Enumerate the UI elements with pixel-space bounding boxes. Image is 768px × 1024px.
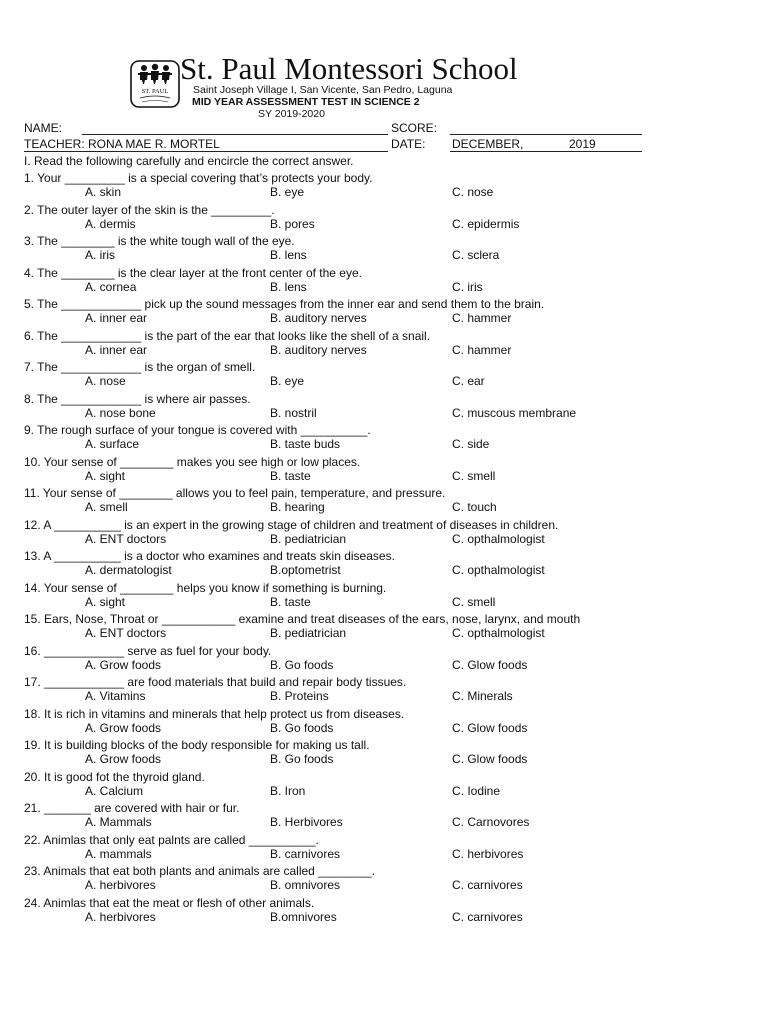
- option-a[interactable]: A. inner ear: [85, 342, 148, 357]
- question-item: [24, 518, 704, 550]
- question-text: 7. The ____________ is the organ of smell.: [24, 360, 256, 374]
- question-item: [24, 770, 704, 802]
- option-b[interactable]: B. eye: [270, 374, 305, 388]
- option-c[interactable]: C. opthalmologist: [452, 531, 545, 546]
- option-c[interactable]: C. touch: [452, 500, 497, 514]
- teacher-line: [24, 137, 388, 152]
- option-c[interactable]: C. hammer: [452, 342, 512, 357]
- option-a[interactable]: A. nose: [85, 374, 126, 388]
- question-item: [24, 707, 704, 739]
- option-b[interactable]: B. omnivores: [270, 878, 341, 892]
- option-c[interactable]: C. iris: [452, 279, 483, 294]
- option-c[interactable]: C. opthalmologist: [452, 563, 545, 577]
- question-text: 21. _______ are covered with hair or fur.: [24, 801, 240, 815]
- question-text: 22. Animlas that only eat palnts are called __________.: [24, 832, 319, 847]
- option-a[interactable]: A. surface: [85, 437, 140, 451]
- option-a[interactable]: A. sight: [85, 468, 126, 483]
- school-logo: [130, 60, 180, 108]
- option-c[interactable]: C. Glow foods: [452, 752, 528, 766]
- option-c[interactable]: C. carnivores: [452, 878, 523, 892]
- option-c[interactable]: C. Glow foods: [452, 720, 528, 735]
- question-item: [24, 486, 704, 518]
- date-year: 2019: [569, 137, 596, 151]
- option-b[interactable]: B. auditory nerves: [270, 342, 367, 357]
- question-text: 19. It is building blocks of the body responsible for making us tall.: [24, 738, 370, 752]
- question-text: 10. Your sense of ________ makes you see high or low places.: [24, 454, 361, 469]
- option-b[interactable]: B. pediatrician: [270, 531, 347, 546]
- option-a[interactable]: A. inner ear: [85, 311, 148, 325]
- question-text: 4. The ________ is the clear layer at the front center of the eye.: [24, 265, 362, 280]
- question-text: 18. It is rich in vitamins and minerals that help protect us from diseases.: [24, 706, 405, 721]
- question-text: 14. Your sense of ________ helps you know if something is burning.: [24, 580, 387, 595]
- option-a[interactable]: A. smell: [85, 500, 128, 514]
- option-b[interactable]: B. lens: [270, 248, 307, 262]
- option-b[interactable]: B. hearing: [270, 500, 325, 514]
- question-text: 24. Animlas that eat the meat or flesh of other animals.: [24, 895, 315, 910]
- option-b[interactable]: B. nostril: [270, 405, 317, 420]
- option-c[interactable]: C. epidermis: [452, 216, 520, 231]
- school-address: Saint Joseph Village I, San Vicente, San Pedro, Laguna: [193, 84, 453, 96]
- option-c[interactable]: C. smell: [452, 594, 496, 609]
- question-text: 13. A __________ is a doctor who examines and treats skin diseases.: [24, 549, 395, 563]
- date-label: DATE:: [391, 137, 426, 151]
- option-a[interactable]: A. mammals: [85, 846, 152, 861]
- logo-text: ST. PAUL: [141, 88, 169, 95]
- option-b[interactable]: B. carnivores: [270, 846, 341, 861]
- option-c[interactable]: C. opthalmologist: [452, 626, 545, 640]
- question-item: [24, 675, 704, 707]
- question-item: [24, 423, 704, 455]
- option-a[interactable]: A. Grow foods: [85, 752, 162, 766]
- option-c[interactable]: C. Carnovores: [452, 815, 530, 829]
- question-text: 20. It is good fot the thyroid gland.: [24, 769, 205, 784]
- question-list: [24, 171, 704, 927]
- name-label: NAME:: [24, 121, 63, 135]
- option-b[interactable]: B. Go foods: [270, 752, 334, 766]
- score-field[interactable]: [450, 120, 642, 135]
- option-a[interactable]: A. cornea: [85, 279, 137, 294]
- option-c[interactable]: C. carnivores: [452, 909, 523, 924]
- question-text: 16. ____________ serve as fuel for your body.: [24, 643, 272, 658]
- question-item: [24, 896, 704, 928]
- question-item: [24, 644, 704, 676]
- option-a[interactable]: A. ENT doctors: [85, 531, 167, 546]
- question-item: [24, 203, 704, 235]
- question-text: 17. ____________ are food materials that build and repair body tissues.: [24, 675, 407, 689]
- question-item: [24, 833, 704, 865]
- question-item: [24, 455, 704, 487]
- option-b[interactable]: B. taste: [270, 468, 311, 483]
- option-a[interactable]: A. sight: [85, 594, 126, 609]
- option-c[interactable]: C. Glow foods: [452, 657, 528, 672]
- date-month: DECEMBER,: [452, 137, 524, 151]
- option-c[interactable]: C. herbivores: [452, 846, 524, 861]
- option-b[interactable]: B. pores: [270, 216, 315, 231]
- option-b[interactable]: B. Proteins: [270, 689, 329, 703]
- option-b[interactable]: B. Go foods: [270, 720, 334, 735]
- date-field[interactable]: [450, 137, 642, 152]
- option-a[interactable]: A. dermatologist: [85, 563, 172, 577]
- question-item: [24, 360, 704, 392]
- option-a[interactable]: A. herbivores: [85, 878, 156, 892]
- question-text: 8. The ____________ is where air passes.: [24, 391, 251, 406]
- school-year: SY 2019-2020: [258, 108, 325, 120]
- school-name: St. Paul Montessori School: [180, 51, 518, 86]
- option-b[interactable]: B. lens: [270, 279, 307, 294]
- option-b[interactable]: B.optometrist: [270, 563, 341, 577]
- option-c[interactable]: C. smell: [452, 468, 496, 483]
- question-item: [24, 234, 704, 266]
- option-b[interactable]: B. eye: [270, 185, 305, 199]
- question-item: [24, 171, 704, 203]
- option-a[interactable]: A. Mammals: [85, 815, 152, 829]
- teacher-label: TEACHER: RONA MAE R. MORTEL: [24, 137, 220, 151]
- test-title: MID YEAR ASSESSMENT TEST IN SCIENCE 2: [192, 96, 420, 108]
- option-a[interactable]: A. dermis: [85, 216, 136, 231]
- question-text: 5. The ____________ pick up the sound messages from the inner ear and send them to the brain.: [24, 297, 545, 311]
- name-field[interactable]: [82, 120, 388, 135]
- option-a[interactable]: A. iris: [85, 248, 115, 262]
- score-label: SCORE:: [391, 121, 438, 135]
- question-text: 1. Your _________ is a special covering that’s protects your body.: [24, 171, 373, 185]
- option-a[interactable]: A. nose bone: [85, 405, 156, 420]
- option-a[interactable]: A. Grow foods: [85, 657, 162, 672]
- option-c[interactable]: C. Minerals: [452, 689, 513, 703]
- question-text: 23. Animals that eat both plants and animals are called ________.: [24, 864, 375, 878]
- question-text: 2. The outer layer of the skin is the _________.: [24, 202, 275, 217]
- option-a[interactable]: A. ENT doctors: [85, 626, 167, 640]
- question-item: [24, 297, 704, 329]
- option-b[interactable]: B. auditory nerves: [270, 311, 367, 325]
- option-a[interactable]: A. Calcium: [85, 783, 144, 798]
- question-item: [24, 549, 704, 581]
- option-c[interactable]: C. side: [452, 437, 490, 451]
- option-b[interactable]: B. pediatrician: [270, 626, 347, 640]
- option-a[interactable]: A. skin: [85, 185, 122, 199]
- option-b[interactable]: B. Go foods: [270, 657, 334, 672]
- option-a[interactable]: A. herbivores: [85, 909, 156, 924]
- question-item: [24, 266, 704, 298]
- option-b[interactable]: B. Iron: [270, 783, 306, 798]
- option-a[interactable]: A. Vitamins: [85, 689, 146, 703]
- question-text: 9. The rough surface of your tongue is covered with __________.: [24, 423, 371, 437]
- option-c[interactable]: C. muscous membrane: [452, 405, 577, 420]
- instructions: I. Read the following carefully and encircle the correct answer.: [24, 154, 354, 168]
- question-text: 11. Your sense of ________ allows you to feel pain, temperature, and pressure.: [24, 486, 446, 500]
- question-text: 15. Ears, Nose, Throat or ___________ examine and treat diseases of the ears, nose, larynx, and mouth: [24, 612, 581, 626]
- option-c[interactable]: C. Iodine: [452, 783, 501, 798]
- question-item: [24, 738, 704, 770]
- option-c[interactable]: C. hammer: [452, 311, 512, 325]
- option-b[interactable]: B. Herbivores: [270, 815, 343, 829]
- question-item: [24, 612, 704, 644]
- option-b[interactable]: B. taste: [270, 594, 311, 609]
- option-c[interactable]: C. sclera: [452, 248, 500, 262]
- option-b[interactable]: B.omnivores: [270, 909, 337, 924]
- question-item: [24, 392, 704, 424]
- question-item: [24, 864, 704, 896]
- option-c[interactable]: C. nose: [452, 185, 494, 199]
- question-text: 6. The ____________ is the part of the ear that looks like the shell of a snail.: [24, 328, 431, 343]
- question-text: 3. The ________ is the white tough wall of the eye.: [24, 234, 295, 248]
- question-item: [24, 801, 704, 833]
- option-a[interactable]: A. Grow foods: [85, 720, 162, 735]
- option-b[interactable]: B. taste buds: [270, 437, 341, 451]
- option-c[interactable]: C. ear: [452, 374, 485, 388]
- question-text: 12. A __________ is an expert in the growing stage of children and treatment of diseases in children.: [24, 517, 559, 532]
- question-item: [24, 581, 704, 613]
- question-item: [24, 329, 704, 361]
